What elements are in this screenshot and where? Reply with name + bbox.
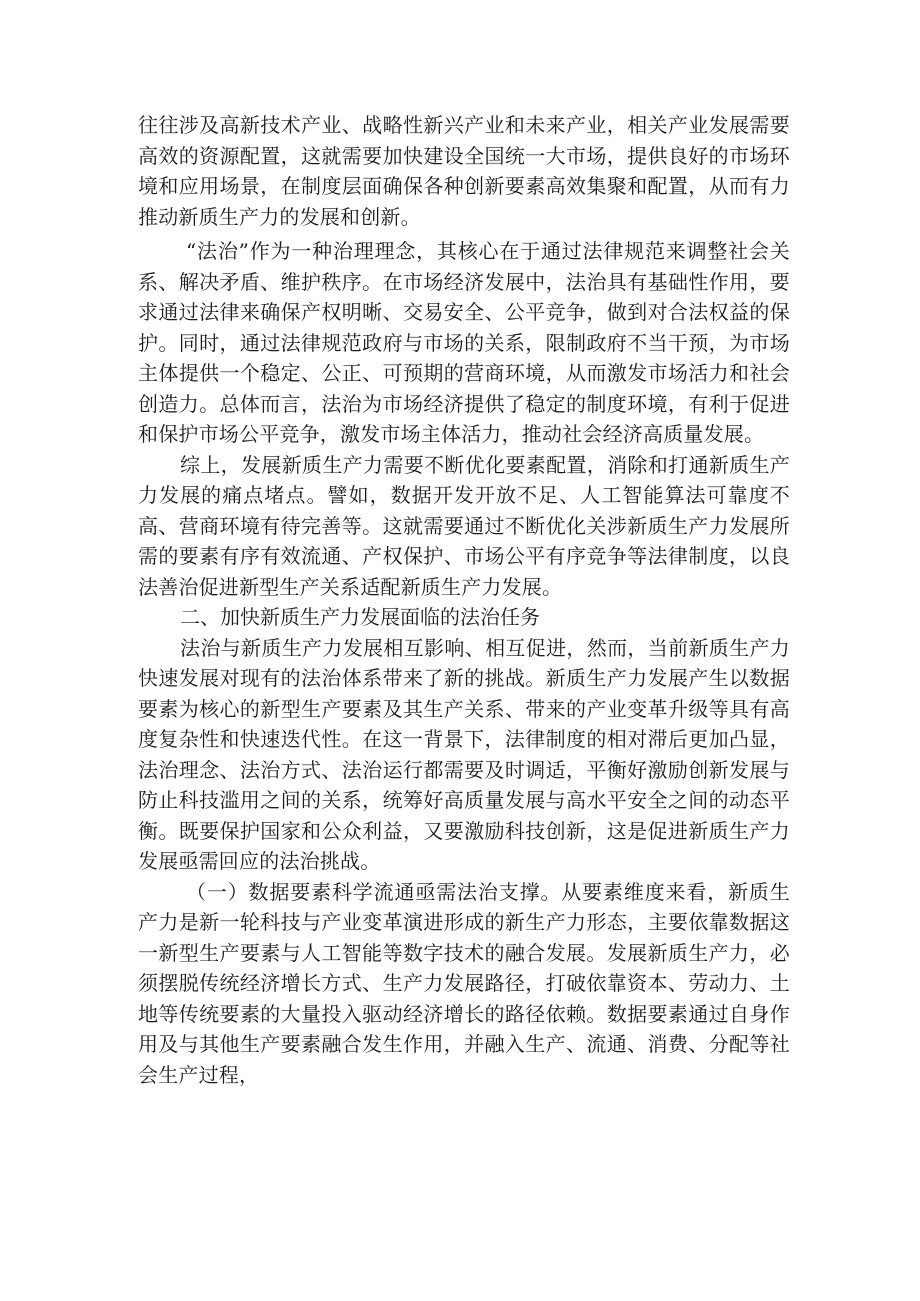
paragraph-2: “法治”作为一种治理理念，其核心在于通过法律规范来调整社会关系、解决矛盾、维护秩序。在市场经济发展中，法治具有基础性作用，要求通过法律来确保产权明晰、交易安全、公平竞争，做到对合法权益的保护。同时，通过法律规范政府与市场的关系，限制政府不当干预，为市场主体提供一个稳定、公正、可预期的营商环境，从而激发市场活力和社会创造力。总体而言，法治为市场经济提供了稳定的制度环境，有利于促进和保护市场公平竞争，激发市场主体活力，推动社会经济高质量发展。 xyxy=(138,239,790,446)
section-heading: 二、加快新质生产力发展面临的法治任务 xyxy=(180,605,540,629)
paragraph-1: 往往涉及高新技术产业、战略性新兴产业和未来产业，相关产业发展需要高效的资源配置，这就需要加快建设全国统一大市场，提供良好的市场环境和应用场景，在制度层面确保各种创新要素高效集聚和配置，从而有力推动新质生产力的发展和创新。 xyxy=(138,113,790,229)
paragraph-5: （一）数据要素科学流通亟需法治支撑。从要素维度来看，新质生产力是新一轮科技与产业变革演进形成的新生产力形态，主要依靠数据这一新型生产要素与人工智能等数字技术的融合发展。发展新质生产力，必须摆脱传统经济增长方式、生产力发展路径，打破依靠资本、劳动力、土地等传统要素的大量投入驱动经济增长的路径依赖。数据要素通过自身作用及与其他生产要素融合发生作用，并融入生产、流通、消费、分配等社会生产过程， xyxy=(138,879,790,1087)
document-page xyxy=(138,110,790,1090)
paragraph-3: 综上，发展新质生产力需要不断优化要素配置，消除和打通新质生产力发展的痛点堵点。譬如，数据开发开放不足、人工智能算法可靠度不高、营商环境有待完善等。这就需要通过不断优化关涉新质生产力发展所需的要素有序有效流通、产权保护、市场公平有序竞争等法律制度，以良法善治促进新型生产关系适配新质生产力发展。 xyxy=(138,452,790,599)
paragraph-4: 法治与新质生产力发展相互影响、相互促进，然而，当前新质生产力快速发展对现有的法治体系带来了新的挑战。新质生产力发展产生以数据要素为核心的新型生产要素及其生产关系、带来的产业变革升级等具有高度复杂性和快速迭代性。在这一背景下，法律制度的相对滞后更加凸显，法治理念、法治方式、法治运行都需要及时调适，平衡好激励创新发展与防止科技滥用之间的关系，统筹好高质量发展与高水平安全之间的动态平衡。既要保护国家和公众利益，又要激励科技创新，这是促进新质生产力发展亟需回应的法治挑战。 xyxy=(138,635,790,873)
